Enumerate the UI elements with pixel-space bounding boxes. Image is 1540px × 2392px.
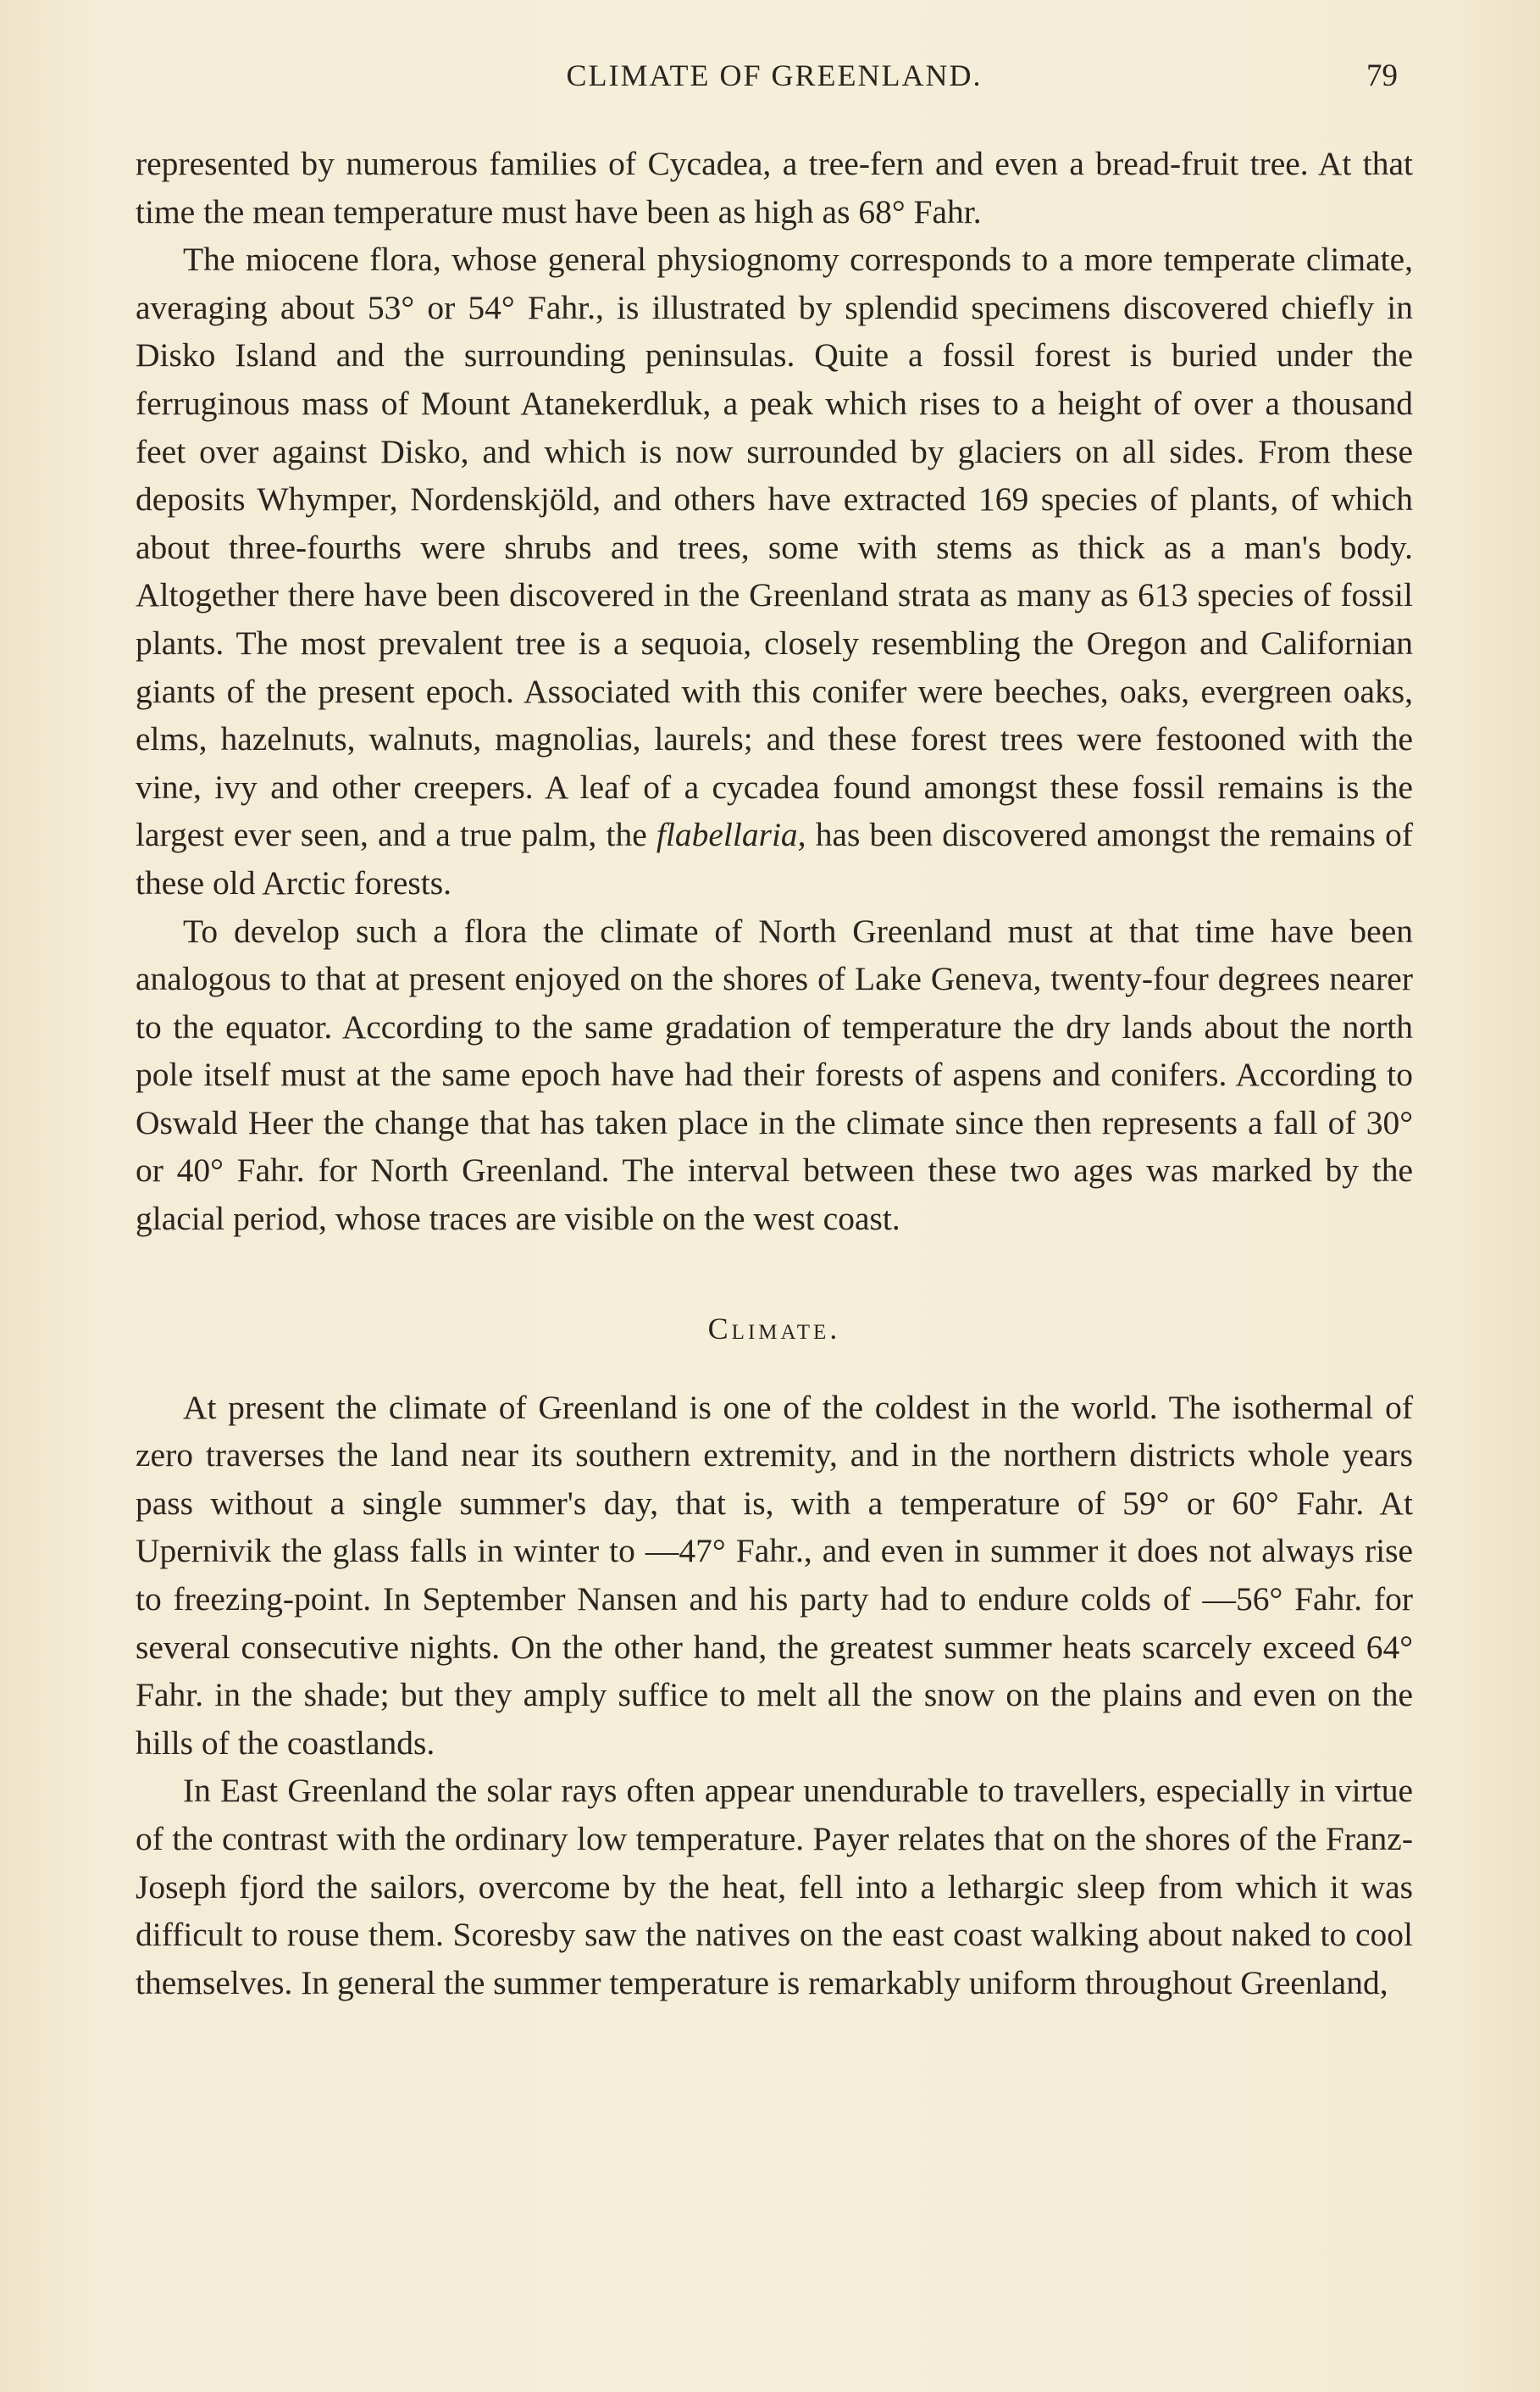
paragraph-4-text: At present the climate of Greenland is one of the coldest in the world. The isothermal of zero traverses the land near its southern extremity, and in the northern districts whole years pass without a single summer's day, that is, with a temperature of 59° or 60° Fahr. At Upernivik the glass falls in winter to —47° Fahr., and even in summer it does not always rise to freezing-point. In September Nansen and his party had to endure colds of —56° Fahr. for several consecutive nights. On the other hand, the greatest summer heats scarcely exceed 64° Fahr. in the shade; but they amply suffice to melt all the snow on the plains and even on the hills of the coastlands. [136,1388,1413,1762]
section-heading-text: Climate. [707,1311,841,1346]
section-heading [136,1311,1413,1346]
paragraph-1 [136,140,1413,236]
paragraph-1-text: represented by numerous families of Cycadea, a tree-fern and even a bread-fruit tree. At that time the mean temperature must have been as high as 68° Fahr. [136,145,1413,230]
paragraph-2-text: The miocene flora, whose general physiognomy corresponds to a more temperate climate, averaging about 53° or 54° Fahr., is illustrated by splendid specimens discovered chiefly in Disko Island and the surrounding peninsulas. Quite a fossil forest is buried under the ferruginous mass of Mount Atanekerdluk, a peak which rises to a height of over a thousand feet over against Disko, and which is now surrounded by glaciers on all sides. From these deposits Whymper, Nordenskjöld, and others have extracted 169 species of plants, of which about three-fourths were shrubs and trees, some with stems as thick as a man's body. Altogether there have been discovered in the Greenland strata as many as 613 species of fossil plants. The most prevalent tree is a sequoia, closely resembling the Oregon and Californian giants of the present epoch. Associated with this conifer were beeches, oaks, evergreen oaks, elms, hazelnuts, walnuts, magnolias, laurels; and these forest trees were festooned with the vine, ivy and other creepers. A leaf of a cycadea found amongst these fossil remains is the largest ever seen, and a true palm, the [136,241,1413,854]
paragraph-5-text: In East Greenland the solar rays often appear unendurable to travellers, especially in virtue of the contrast with the ordinary low temperature. Payer relates that on the shores of the Franz-Joseph fjord the sailors, overcome by the heat, fell into a lethargic sleep from which it was difficult to rouse them. Scoresby saw the natives on the east coast walking about naked to cool themselves. In general the summer temperature is remarkably uniform throughout Greenland, [136,1772,1413,2001]
paragraph-2-italic-term: flabellaria, [656,816,806,854]
paragraph-2 [136,236,1413,907]
paragraph-2-text-end: has been discovered amongst the remains of these old Arctic forests. [136,816,1413,902]
paragraph-4 [136,1384,1413,1768]
running-head: CLIMATE OF GREENLAND. [566,58,983,92]
page-number: 79 [1366,58,1398,93]
paragraph-5 [136,1767,1413,2006]
page-header [136,58,1413,108]
page-body [136,140,1413,2006]
paragraph-3-text: To develop such a flora the climate of North Greenland must at that time have been analogous to that at present enjoyed on the shores of Lake Geneva, twenty-four degrees nearer to the equator. According to the same gradation of temperature the dry lands about the north pole itself must at the same epoch have had their forests of aspens and conifers. According to Oswald Heer the change that has taken place in the climate since then represents a fall of 30° or 40° Fahr. for North Greenland. The interval between these two ages was marked by the glacial period, whose traces are visible on the west coast. [136,912,1413,1238]
paragraph-3 [136,907,1413,1243]
